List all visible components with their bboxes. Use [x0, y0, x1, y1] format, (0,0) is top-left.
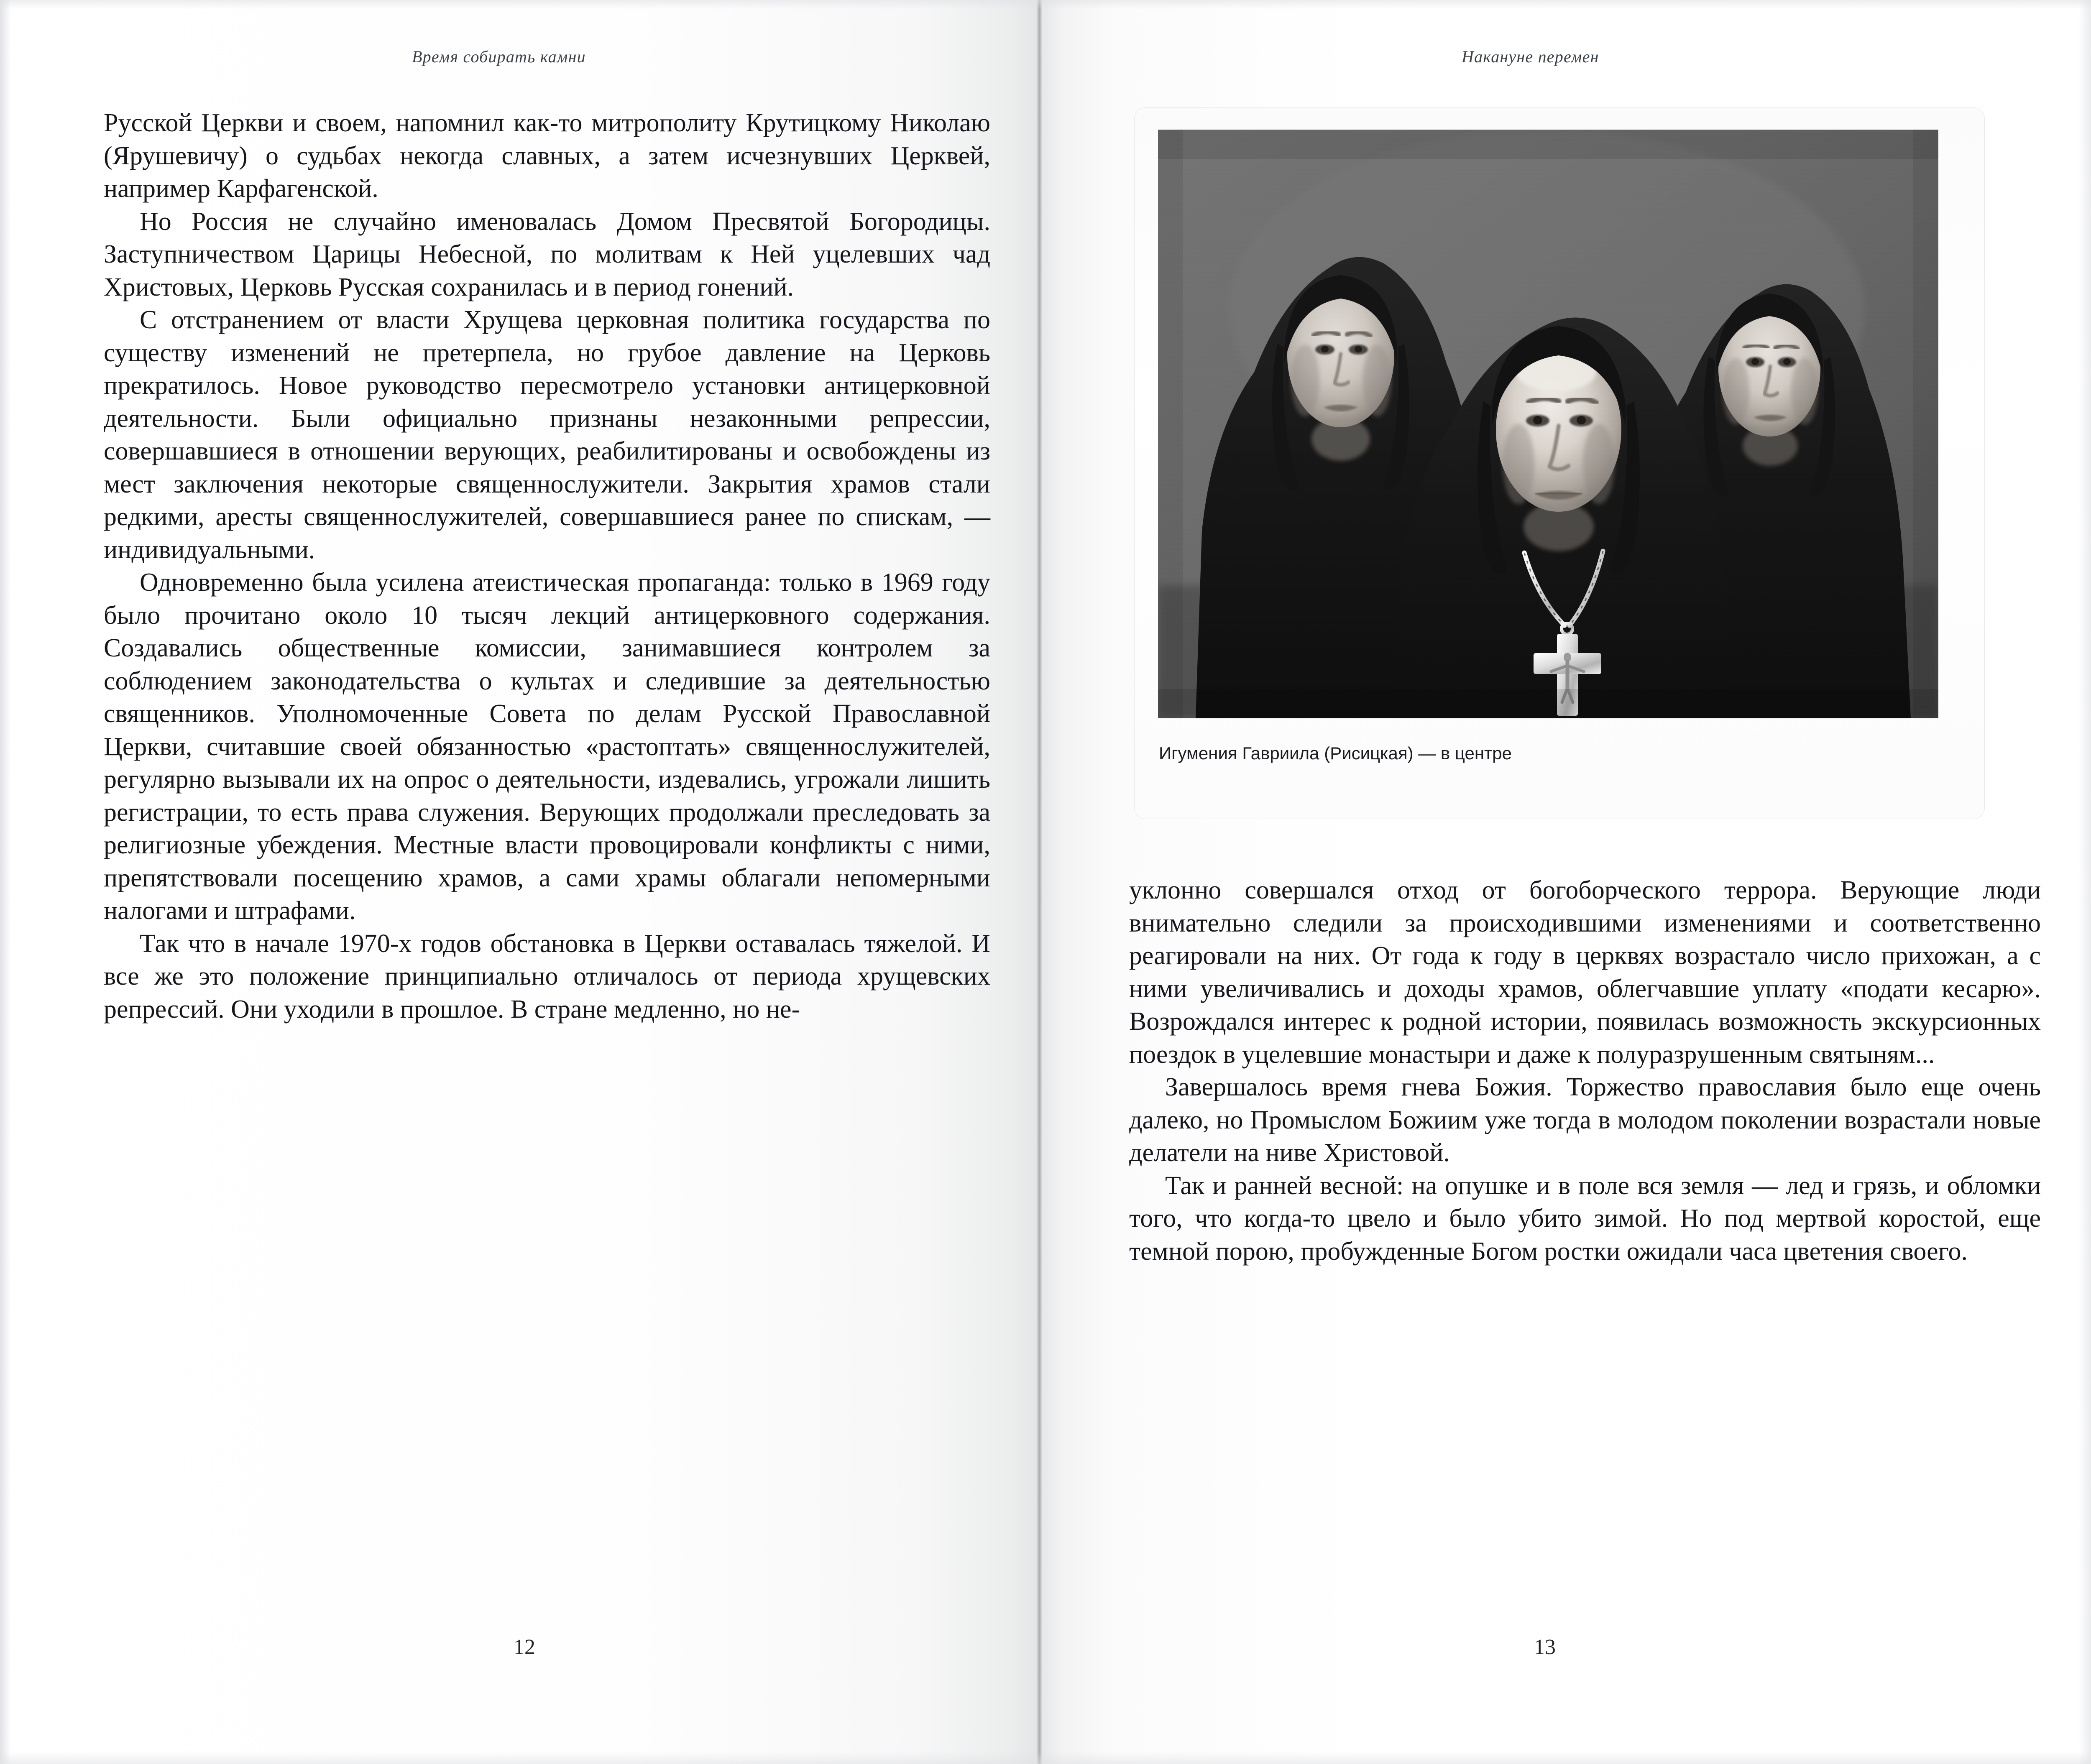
figure-card	[1135, 108, 1984, 819]
page-number-right: 13	[1534, 1635, 1556, 1659]
scan-edge-shadow-right	[2078, 0, 2091, 1764]
book-gutter	[1036, 0, 1042, 1764]
photograph-scene	[1158, 130, 1938, 718]
paragraph: Так и ранней весной: на опушке и в поле вся земля — лед и грязь, и обломки того, что когда-то цвело и было убито зимой. Но под мертвой коростой, еще темной порою, пробужденные Богом ростки ожидали часа цветения своего.	[1129, 1171, 2041, 1266]
paragraph: Но Россия не случайно именовалась Домом Пресвятой Богородицы. Заступничеством Царицы Небесной, по молитвам к Ней уцелевших чад Христовых, Церковь Русская сохранилась и в период гонений.	[104, 207, 990, 301]
paragraph: С отстранением от власти Хрущева церковная политика государства по существу изменений не претерпела, но грубое давление на Церковь прекратилось. Новое руководство пересмотрело установки антицерковной деятельности. Были официально признаны незаконными репрессии, совершавшиеся в отношении верующих, реабилитированы и освобождены из мест заключения некоторые священнослужители. Закрытия храмов стали редкими, аресты священнослужителей, совершавшиеся ранее по спискам, — индивидуальными.	[104, 306, 990, 564]
paragraph: уклонно совершался отход от богоборческого террора. Верующие люди внимательно следили за происходившими изменениями и соответственно реагировали на них. От года к году в церквях возрастало число прихожан, а с ними увеличивались и доходы храмов, облегчавшие уплату «подати кесарю». Возрождался интерес к родной истории, появилась возможность экскурсионных поездок в уцелевшие монастыри и даже к полуразрушенным святыням...	[1129, 876, 2041, 1069]
running-head-left: Время собирать камни	[412, 47, 586, 66]
figure-caption: Игумения Гавриила (Рисицкая) — в центре	[1159, 743, 1512, 763]
left-page-text-column	[104, 107, 990, 1026]
scan-edge-shadow-top	[0, 0, 2091, 9]
page-number-left: 12	[514, 1635, 535, 1659]
paragraph: Одновременно была усилена атеистическая пропаганда: только в 1969 году было прочитано около 10 тысяч лекций антицерковного содержания. Создавались общественные комиссии, занимавшиеся контролем за соблюдением законодательства о культах и следившие за деятельностью священников. Уполномоченные Совета по делам Русской Православной Церкви, считавшие своей обязанностью «растоптать» священнослужителей, регулярно вызывали их на опрос о деятельности, издевались, угрожали лишить регистрации, то есть права служения. Верующих продолжали преследовать за религиозные убеждения. Местные власти провоцировали конфликты с ними, препятствовали посещению храмов, а сами храмы облагали непомерными налогами и штрафами.	[104, 568, 990, 925]
scan-edge-shadow-left	[0, 0, 11, 1764]
right-page-text-column	[1129, 874, 2041, 1268]
photograph	[1158, 130, 1938, 718]
scan-edge-shadow-bottom	[0, 1751, 2091, 1764]
paragraph: Русской Церкви и своем, напомнил как-то митрополиту Крутицкому Николаю (Ярушевичу) о судьбах некогда славных, а затем исчезнувших Церквей, например Карфагенской.	[104, 109, 990, 203]
paragraph: Так что в начале 1970-х годов обстановка в Церкви оставалась тяжелой. И все же это положение принципиально отличалось от периода хрущевских репрессий. Они уходили в прошлое. В стране медленно, но не-	[104, 929, 990, 1024]
running-head-right: Накануне перемен	[1462, 47, 1599, 66]
paragraph: Завершалось время гнева Божия. Торжество православия было еще очень далеко, но Промыслом Божиим уже тогда в молодом поколении возрастали новые делатели на ниве Христовой.	[1129, 1073, 2041, 1167]
